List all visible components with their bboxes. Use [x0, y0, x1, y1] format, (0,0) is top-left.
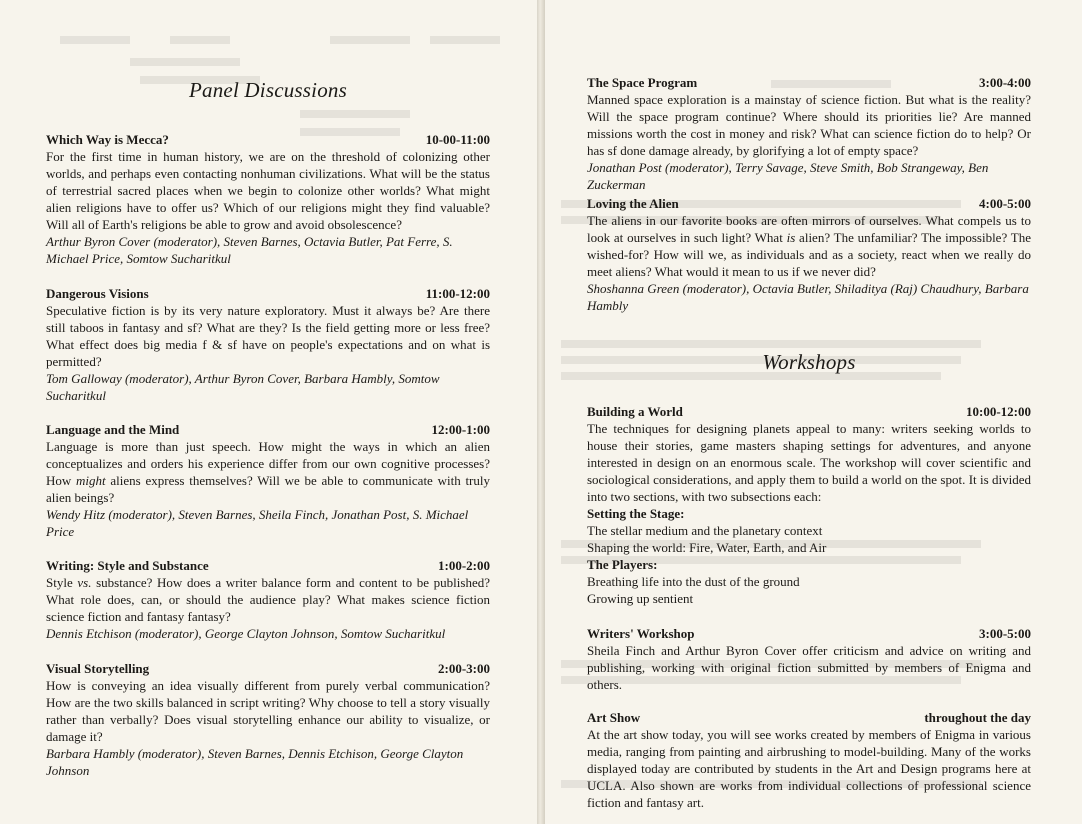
workshop-writers-workshop [587, 625, 1031, 693]
panel-participants: Shoshanna Green (moderator), Octavia Butler, Shiladitya (Raj) Chaudhury, Barbara Hambly [587, 281, 1029, 313]
workshop-title: Art Show [587, 710, 641, 725]
workshop-subsection-heading: Setting the Stage: [587, 506, 685, 521]
workshop-subsection-item: Breathing life into the dust of the ground [587, 574, 800, 589]
panel-description: How is conveying an idea visually different from purely verbal communication? How are the two skills balanced in script writing? Why choose to tell a story visually rather than verbally? Does visual storytelling enhance our ability to visualize, or damage it? [46, 678, 490, 744]
panel-title: Dangerous Visions [46, 286, 149, 301]
workshop-description: At the art show today, you will see works created by members of Enigma in various media, ranging from painting and airbrushing to model-building. Many of the works displayed today are contributed by students in the Art and Design programs here at UCLA. Also shown are works from individual collections of professional science fiction and fantasy art. [587, 727, 1031, 810]
panel-title: Visual Storytelling [46, 661, 150, 676]
panel-description: For the first time in human history, we are on the threshold of colonizing other worlds, and perhaps even contacting nonhuman civilizations. What will be the status of terrestrial sacred places when we begin to colonize other worlds? What might alien religions have to offer us? Which of our religions might they find valuable? Will all of Earth's religions be able to grow and avoid obsolescence? [46, 149, 490, 232]
workshop-building-a-world [587, 403, 1031, 607]
panel-title: Which Way is Mecca? [46, 132, 169, 147]
workshop-subsection-item: The stellar medium and the planetary context [587, 523, 823, 538]
workshop-subsection-item: Growing up sentient [587, 591, 694, 606]
panel-title: The Space Program [587, 75, 698, 90]
workshop-description: Sheila Finch and Arthur Byron Cover offer criticism and advice on writing and publishing, working with original fiction submitted by members of Enigma and others. [587, 643, 1031, 692]
panel-title: Loving the Alien [587, 196, 679, 211]
panel-writing-style-and-substance [46, 557, 490, 642]
panel-participants: Wendy Hitz (moderator), Steven Barnes, Sheila Finch, Jonathan Post, S. Michael Price [46, 507, 469, 539]
workshop-subsection-heading: The Players: [587, 557, 658, 572]
panel-time: 12:00-1:00 [431, 422, 490, 437]
panel-time: 2:00-3:00 [438, 661, 490, 676]
panel-description: Manned space exploration is a mainstay of science fiction. But what is the reality? Will the space program continue? Where should its priorities lie? Are manned missions worth the cost in money and risk? What can science fiction do to help? Or has sf done damage already, by glorifying a lot of empty space? [587, 92, 1031, 158]
workshop-description: The techniques for designing planets appeal to many: writers seeking worlds to house their stories, game masters shaping settings for adventures, and anyone interested in design on an enormous scale. The workshop will cover scientific and sociological considerations, and apply them to build a world on the spot. It is divided into two sections, with two subsections each: [587, 421, 1031, 504]
panel-time: 3:00-4:00 [979, 75, 1031, 90]
panel-participants: Dennis Etchison (moderator), George Clayton Johnson, Somtow Sucharitkul [46, 626, 446, 641]
panel-participants: Arthur Byron Cover (moderator), Steven Barnes, Octavia Butler, Pat Ferre, S. Michael Price, Somtow Sucharitkul [46, 234, 453, 266]
panel-time: 1:00-2:00 [438, 558, 490, 573]
panel-description: Style vs. substance? How does a writer balance form and content to be published? What role does, can, or should the audience play? What makes science fiction science fiction and fantasy fantasy? [46, 575, 490, 624]
book-gutter [537, 0, 545, 824]
panel-the-space-program [587, 74, 1031, 193]
workshops-title: Workshops [762, 350, 856, 374]
workshop-subsection-item: Shaping the world: Fire, Water, Earth, and Air [587, 540, 827, 555]
panel-loving-the-alien [587, 195, 1031, 314]
panel-title: Language and the Mind [46, 422, 180, 437]
panel-time: 10-00-11:00 [425, 132, 490, 147]
panel-time: 4:00-5:00 [979, 196, 1031, 211]
panel-language-and-the-mind [46, 421, 490, 540]
workshop-art-show [587, 709, 1031, 811]
workshop-title: Writers' Workshop [587, 626, 695, 641]
panel-visual-storytelling [46, 660, 490, 779]
panel-time: 11:00-12:00 [425, 286, 490, 301]
panel-participants: Tom Galloway (moderator), Arthur Byron Cover, Barbara Hambly, Somtow Sucharitkul [46, 371, 440, 403]
workshop-time: throughout the day [924, 710, 1031, 725]
panel-title: Writing: Style and Substance [46, 558, 209, 573]
workshop-time: 10:00-12:00 [966, 404, 1031, 419]
panel-participants: Barbara Hambly (moderator), Steven Barnes, Dennis Etchison, George Clayton Johnson [46, 746, 464, 778]
panel-participants: Jonathan Post (moderator), Terry Savage, Steve Smith, Bob Strangeway, Ben Zuckerman [587, 160, 989, 192]
panel-description: Speculative fiction is by its very nature exploratory. Must it always be? Are there still taboos in fantasy and sf? What are they? Is the field getting more or less free? What effect does big media f & sf have on people's expectations and on what is permitted? [46, 303, 490, 369]
panel-description: The aliens in our favorite books are often mirrors of ourselves. What compels us to look at ourselves in such light? What is alien? The unfamiliar? The impossible? The wished-for? How will we, as individuals and as a society, react when we really do meet aliens? What would it mean to us if we never did? [587, 213, 1031, 279]
panel-description: Language is more than just speech. How might the ways in which an alien conceptualizes and orders his experience differ from our own cognitive processes? How might aliens express themselves? Will we be able to communicate with truly alien beings? [46, 439, 490, 505]
workshop-time: 3:00-5:00 [979, 626, 1031, 641]
workshop-title: Building a World [587, 404, 683, 419]
panel-which-way-is-mecca [46, 131, 490, 267]
panel-discussions-title: Panel Discussions [189, 78, 347, 102]
panel-dangerous-visions [46, 285, 490, 404]
